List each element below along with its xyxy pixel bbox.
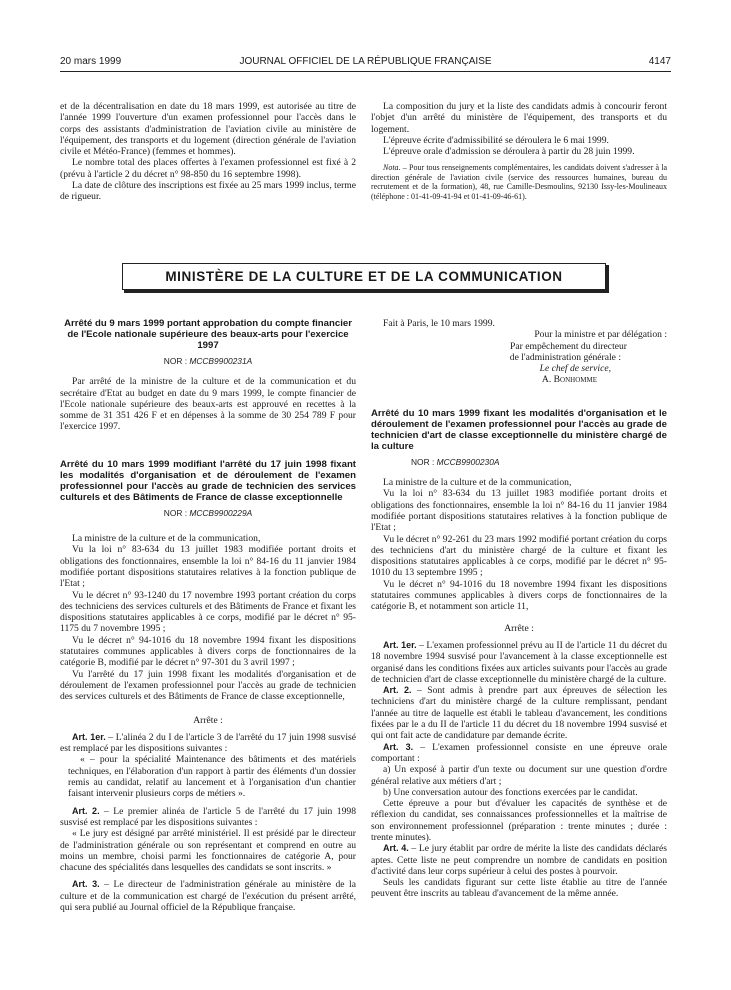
signature-line: de l'administration générale : bbox=[509, 351, 621, 363]
article-quote: « Le jury est désigné par arrêté ministériel. Il est présidé par le directeur de l'administration générale ou son représentant et comprend en outre au moins un membre, choisi parmi les fonctionnaires de catégorie A, pour chacune des spécialités dans lesquelles des candidats se sont inscrits. » bbox=[60, 828, 356, 874]
paragraph: L'épreuve orale d'admission se déroulera à partir du 28 juin 1999. bbox=[383, 146, 635, 158]
signatory-name: A. Bonhomme bbox=[541, 374, 597, 386]
nor-reference: NOR : MCCB9900229A bbox=[163, 507, 253, 518]
paragraph: Vu l'arrêté du 17 juin 1998 fixant les modalités d'organisation et de déroulement de l'examen professionnel pour l'accès au grade de technicien des services culturels et des Bâtiments de France de classe exceptionnelle, bbox=[60, 668, 356, 703]
page-number: 4147 bbox=[648, 56, 671, 67]
right-column bbox=[371, 318, 667, 900]
article: Art. 1er. – L'alinéa 2 du I de l'article 3 de l'arrêté du 17 juin 1998 susvisé est remplacé par les dispositions suivantes : bbox=[60, 731, 356, 755]
paragraph: et de la décentralisation en date du 18 mars 1999, est autorisée au titre de l'année 1999 l'ouverture d'un examen professionnel pour l'accès dans le corps des assistants d'administration de l'aviation civile au ministère de l'équipement, des transports et du logement (direction générale de l'aviation civile et Météo-France) (femmes et hommes). bbox=[60, 101, 356, 158]
paragraph: L'épreuve écrite d'admissibilité se déroulera le 6 mai 1999. bbox=[383, 134, 609, 146]
paragraph: La ministre de la culture et de la communication, bbox=[383, 477, 572, 489]
signature-line: Pour la ministre et par délégation : bbox=[534, 329, 667, 341]
signature-line: Par empêchement du directeur bbox=[510, 340, 627, 352]
nor-reference: NOR : MCCB9900230A bbox=[411, 456, 500, 467]
article-item: b) Une conversation autour des fonctions exercées par le candidat. bbox=[383, 786, 638, 798]
top-right-column bbox=[371, 101, 667, 201]
article: Art. 3. – Le directeur de l'administration générale au ministère de la culture et de la communication est chargé de l'exécution du présent arrêté, qui sera publié au Journal officiel de la République française. bbox=[60, 879, 356, 913]
place-date: Fait à Paris, le 10 mars 1999. bbox=[383, 318, 495, 329]
paragraph: Par arrêté de la ministre de la culture et de la communication et du secrétaire d'Etat au budget en date du 9 mars 1999, le compte financier de l'Ecole nationale supérieure des beaux-arts est approuvé en recettes à la somme de 31 351 426 F et en dépenses à la somme de 30 254 789 F pour l'exercice 1997. bbox=[60, 376, 356, 433]
paragraph: La composition du jury et la liste des candidats admis à concourir feront l'objet d'un arrêté du ministère de l'équipement, des transports et du logement. bbox=[371, 101, 667, 135]
arrete-label: Arrête : bbox=[504, 622, 534, 634]
signature-line: Le chef de service, bbox=[539, 363, 611, 375]
paragraph: Cette épreuve a pour but d'évaluer les capacités de synthèse et de réflexion du candidat, ses connaissances professionnelles et la maîtrise de son environnement professionnel (préparation : trente minutes ; durée : trente minutes). bbox=[371, 798, 667, 843]
header-rule bbox=[60, 71, 671, 72]
paragraph: Seuls les candidats figurant sur cette liste établie au titre de l'année peuvent être inscrits au tableau d'avancement de la même année. bbox=[371, 877, 667, 900]
article: Art. 3. – L'examen professionnel consiste en une épreuve orale comportant : bbox=[371, 741, 667, 764]
journal-title: JOURNAL OFFICIEL DE LA RÉPUBLIQUE FRANÇAISE bbox=[239, 56, 492, 67]
arrete-title: Arrêté du 9 mars 1999 portant approbation du compte financier de l'Ecole nationale supérieure des beaux-arts pour l'exercice 1997 bbox=[64, 318, 352, 351]
paragraph: Vu le décret n° 94-1016 du 18 novembre 1994 fixant les dispositions statutaires communes applicables à divers corps de fonctionnaires de la catégorie B, modifié par le décret n° 97-301 du 3 avril 1997 ; bbox=[60, 634, 356, 669]
paragraph: Vu la loi n° 83-634 du 13 juillet 1983 modifiée portant droits et obligations des fonctionnaires, ensemble la loi n° 84-16 du 11 janvier 1984 modifiée portant dispositions statutaires relatives à la fonction publique de l'Etat ; bbox=[60, 544, 356, 590]
arrete-label: Arrête : bbox=[193, 714, 223, 726]
article-item: a) Un exposé à partir d'un texte ou document sur une question d'ordre général relative aux métiers d'art ; bbox=[371, 764, 667, 787]
paragraph: Le nombre total des places offertes à l'examen professionnel est fixé à 2 (prévu à l'article 2 du décret n° 98-850 du 16 septembre 1998). bbox=[60, 157, 356, 180]
article: Art. 2. – Le premier alinéa de l'article 5 de l'arrêté du 17 juin 1998 susvisé est remplacé par les dispositions suivantes : bbox=[60, 805, 356, 828]
article-quote: « – pour la spécialité Maintenance des bâtiments et des matériels techniques, en l'élaboration d'un rapport à partir des éléments d'un dossier remis au candidat, relatif au lancement et à l'organisation d'un chantier faisant intervenir plusieurs corps de métiers ». bbox=[68, 754, 356, 800]
nota-text: – Pour tous renseignements complémentaires, les candidats doivent s'adresser à la direction générale de l'aviation civile (service des ressources humaines, bureau du recrutement et de la formation), 48, rue Camille-Desmoulins, 92130 Issy-les-Moulineaux (téléphone : 01-41-09-41-94 et 01-41-09-46-61). bbox=[371, 163, 667, 201]
nota-label: Nota. bbox=[383, 163, 401, 173]
paragraph: La date de clôture des inscriptions est fixée au 25 mars 1999 inclus, terme de rigueur. bbox=[60, 180, 356, 203]
article: Art. 2. – Sont admis à prendre part aux épreuves de sélection les techniciens d'art du ministère chargé de la culture remplissant, pendant l'année au titre de laquelle est établi le tableau d'avancement, les conditions fixées par le a du II de l'article 11 du décret du 18 novembre 1994 susvisé et qui ont fait acte de candidature par demande écrite. bbox=[371, 685, 667, 742]
paragraph: La ministre de la culture et de la communication, bbox=[72, 533, 261, 545]
paragraph: Vu la loi n° 83-634 du 13 juillet 1983 modifiée portant droits et obligations des fonctionnaires, ensemble la loi n° 84-16 du 11 janvier 1984 modifiée portant dispositions statutaires relatives à la fonction publique de l'Etat ; bbox=[371, 488, 667, 534]
arrete-title: Arrêté du 10 mars 1999 modifiant l'arrêté du 17 juin 1998 fixant les modalités d'organisation et de déroulement de l'examen professionnel pour l'accès au grade de technicien des services culturels et des Bâtiments de France de classe exceptionnelle bbox=[60, 458, 356, 503]
page-header bbox=[60, 56, 671, 70]
nota bbox=[371, 163, 667, 201]
paragraph: Vu le décret n° 93-1240 du 17 novembre 1993 portant création du corps des techniciens des services culturels et des Bâtiments de France et fixant les dispositions statutaires applicables à ce corps, modifié par le décret n° 95-1175 du 7 novembre 1995 ; bbox=[60, 589, 356, 635]
paragraph: Vu le décret n° 94-1016 du 18 novembre 1994 fixant les dispositions statutaires communes applicables à divers corps de fonctionnaires de la catégorie B, et notamment son article 11, bbox=[371, 578, 667, 613]
article: Art. 4. – Le jury établit par ordre de mérite la liste des candidats déclarés aptes. Cette liste ne peut comprendre un nombre de candidats en position d'activité dans leur corps supérieur à celui des postes à pourvoir. bbox=[371, 843, 667, 877]
left-column bbox=[60, 318, 356, 913]
paragraph: Vu le décret n° 92-261 du 23 mars 1992 modifié portant création du corps des techniciens d'art du ministère chargé de la culture et fixant les dispositions statutaires applicables à ce corps, modifié par le décret n° 95-1010 du 13 septembre 1995 ; bbox=[371, 533, 667, 579]
article: Art. 1er. – L'examen professionnel prévu au II de l'article 11 du décret du 18 novembre 1994 susvisé pour l'avancement à la classe exceptionnelle est organisé dans les conditions fixées aux articles suivants pour l'accès au grade de technicien d'art de classe exceptionnelle du ministère chargé de la culture. bbox=[371, 639, 667, 685]
issue-date: 20 mars 1999 bbox=[60, 56, 122, 67]
ministry-heading: MINISTÈRE DE LA CULTURE ET DE LA COMMUNICATION bbox=[122, 263, 606, 290]
arrete-title: Arrêté du 10 mars 1999 fixant les modalités d'organisation et le déroulement de l'examen professionnel pour l'accès au grade de technicien d'art de classe exceptionnelle du ministère chargé de la culture bbox=[371, 407, 667, 452]
nor-reference: NOR : MCCB9900231A bbox=[163, 356, 253, 366]
top-left-column bbox=[60, 101, 356, 203]
